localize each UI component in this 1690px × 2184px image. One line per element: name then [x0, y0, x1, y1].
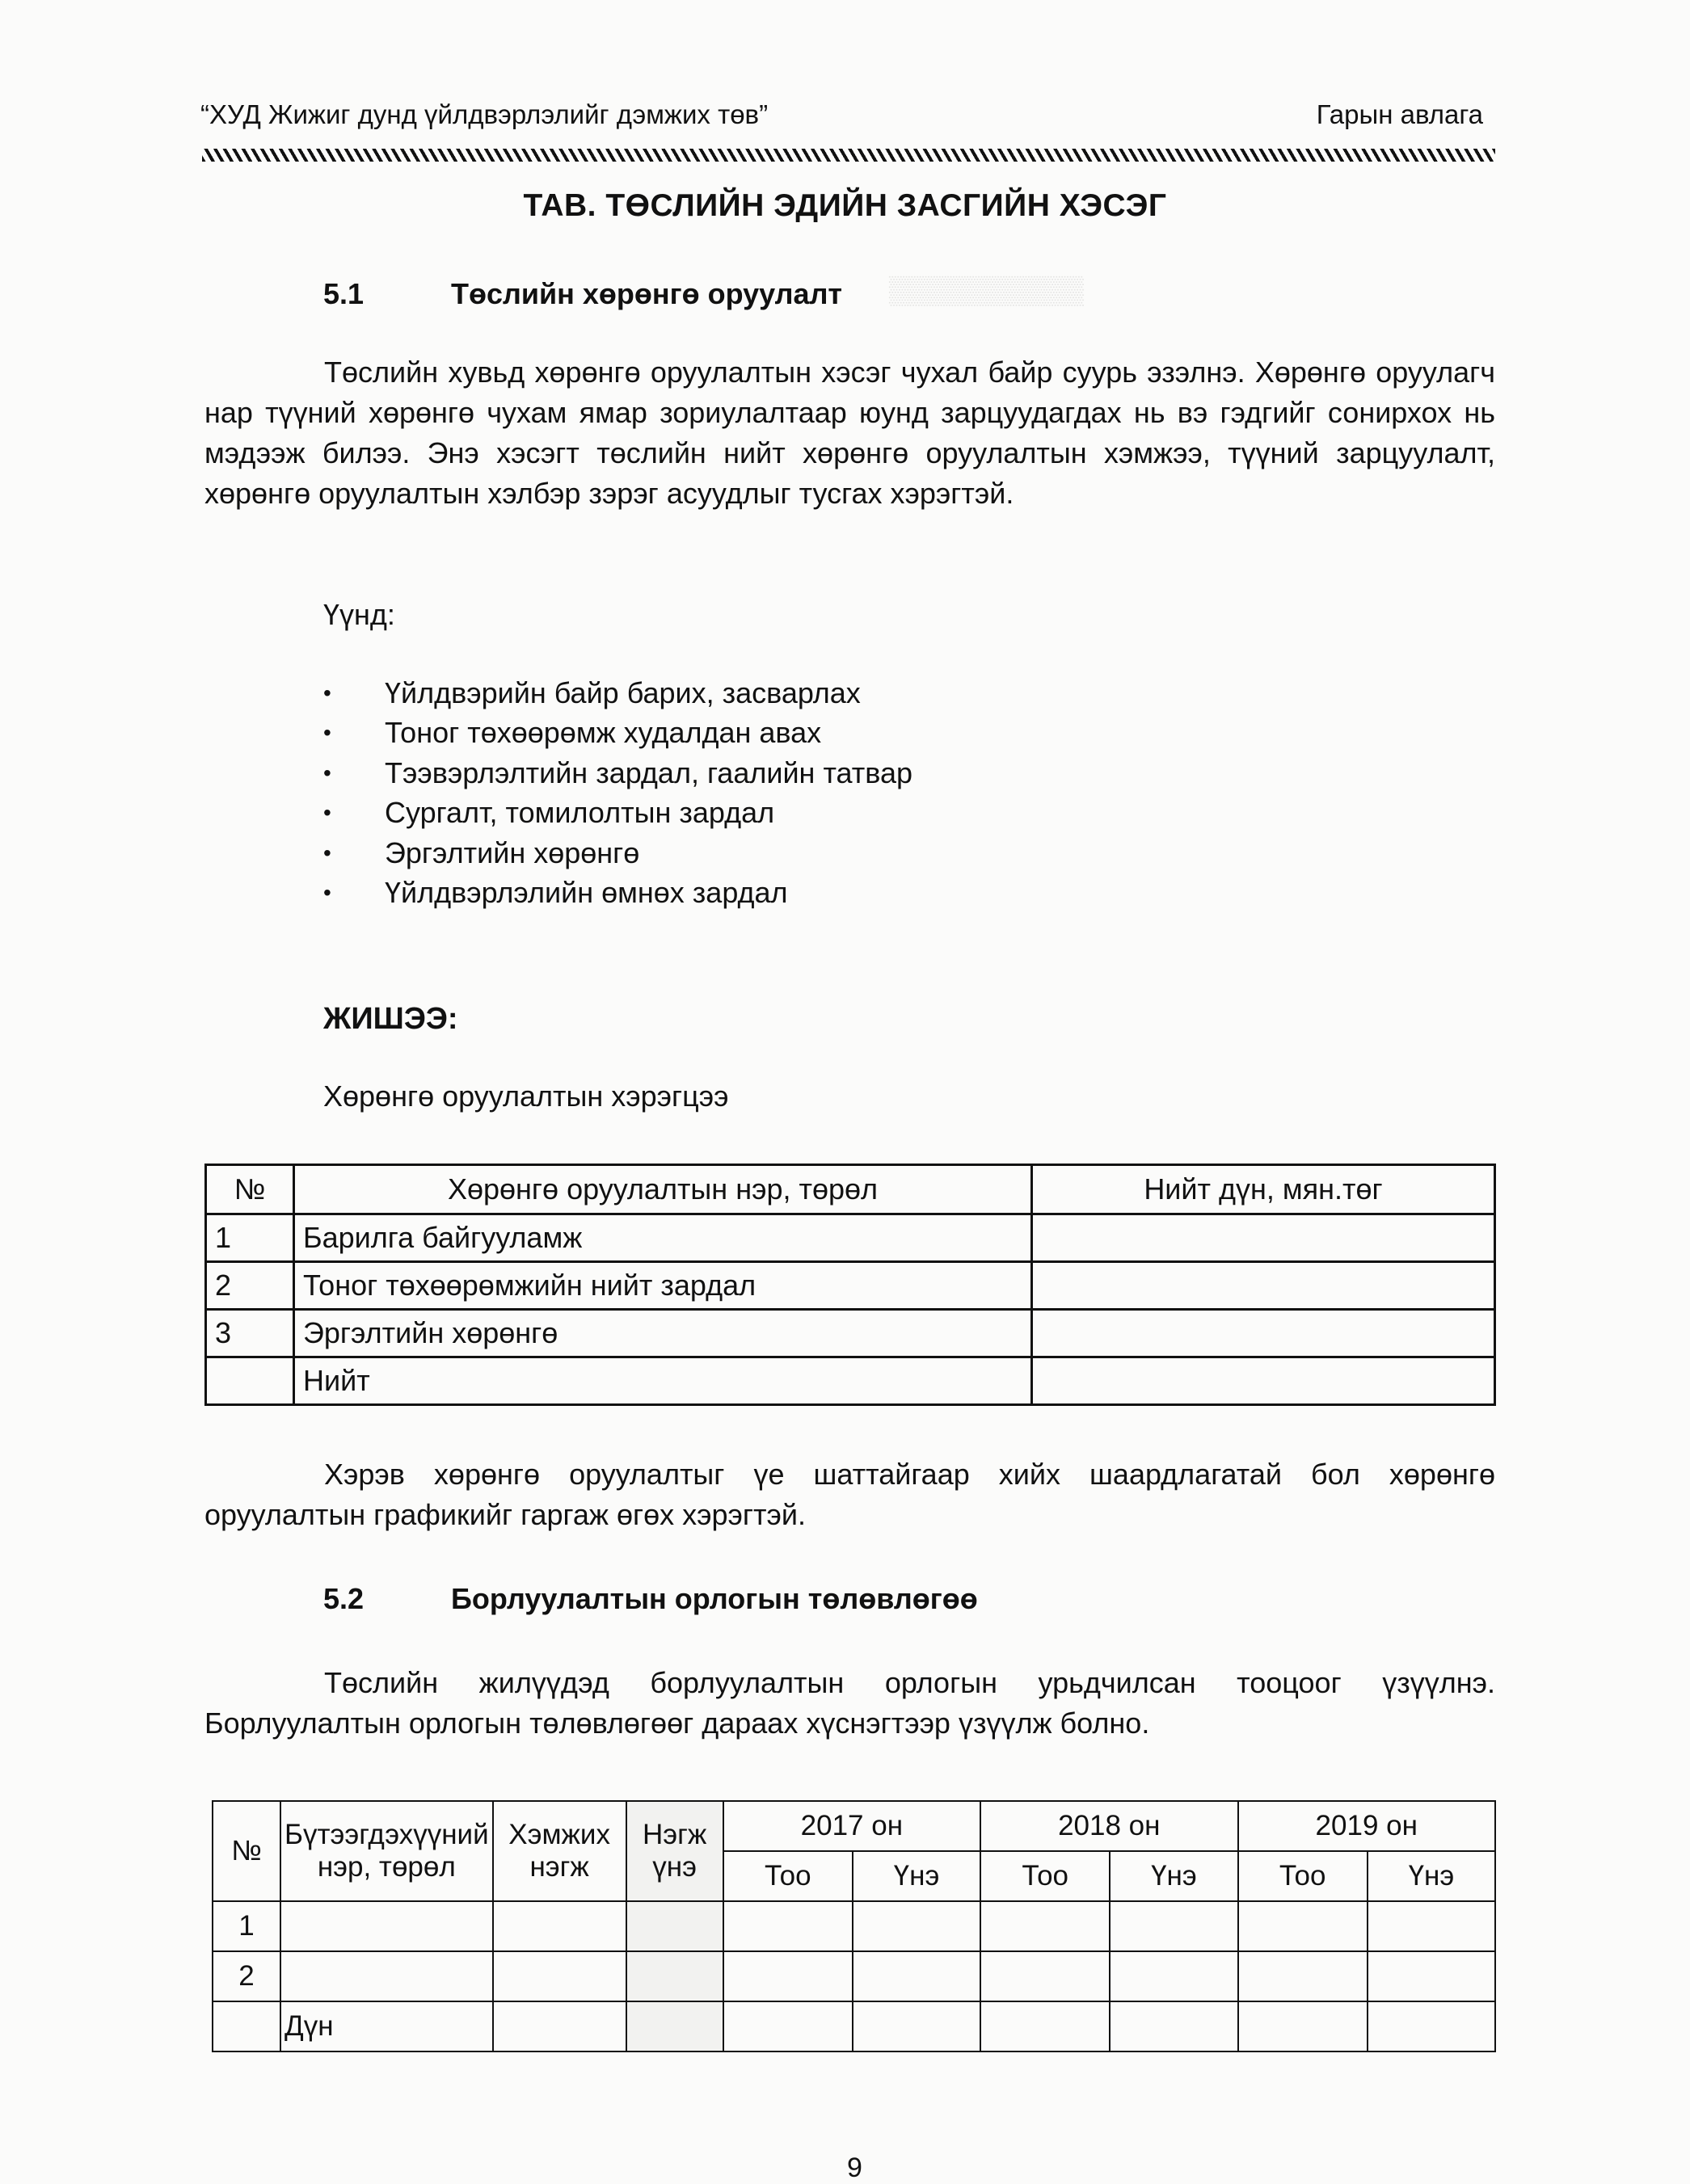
- list-item-text: Үйлдвэрийн байр барих, засварлах: [385, 675, 861, 709]
- cell-no: [213, 2001, 280, 2051]
- cell-amount: [1032, 1214, 1495, 1262]
- table-caption: Хөрөнгө оруулалтын хэрэгцээ: [323, 1079, 729, 1113]
- bullet-icon: •: [323, 680, 331, 705]
- section-title: Борлуулалтын орлогын төлөвлөгөө: [451, 1582, 978, 1615]
- cell-empty: [1110, 2001, 1237, 2051]
- column-header-year: 2018 он: [980, 1801, 1237, 1851]
- column-header-year: 2017 он: [723, 1801, 980, 1851]
- column-header-year: 2019 он: [1238, 1801, 1496, 1851]
- cell-no: 1: [206, 1214, 294, 1262]
- section-5-2-paragraph: Төслийн жилүүдэд борлуулалтын орлогын урьдчилсан тооцоог үзүүлнэ. Борлуулалтын орлогын төлөвлөгөөг дараах хүснэгтээр үзүүлж болно.: [204, 1666, 1495, 1740]
- cell-empty: [1238, 1951, 1368, 2001]
- section-number: 5.2: [323, 1582, 365, 1615]
- table-header-row: [213, 1801, 1495, 1851]
- subheader-price: Үнэ: [853, 1851, 980, 1901]
- subheader-qty: Тоо: [723, 1851, 853, 1901]
- column-header-amount: Нийт дүн, мян.төг: [1032, 1165, 1495, 1214]
- cell-name: Барилга байгууламж: [294, 1214, 1032, 1262]
- investment-uses-list: [323, 673, 912, 913]
- table-row: [206, 1262, 1495, 1310]
- section-number: 5.1: [323, 277, 365, 310]
- cell-product: [280, 1951, 493, 2001]
- table-header-row: [206, 1165, 1495, 1214]
- table-total-row: [213, 2001, 1495, 2051]
- column-header-unit: Хэмжих нэгж: [493, 1801, 626, 1901]
- cell-amount: [1032, 1357, 1495, 1405]
- header-hatched-rule: [202, 149, 1495, 162]
- cell-empty: [493, 1951, 626, 2001]
- list-intro: Үүнд:: [323, 598, 395, 631]
- bleed-through-text: ▒▒▒▒▒▒▒▒▒▒: [889, 275, 1084, 305]
- column-header-no: №: [213, 1801, 280, 1901]
- cell-empty: [853, 1901, 980, 1951]
- cell-empty: [1368, 2001, 1495, 2051]
- column-header-name: Хөрөнгө оруулалтын нэр, төрөл: [294, 1165, 1032, 1214]
- list-item-text: Тээвэрлэлтийн зардал, гаалийн татвар: [385, 755, 913, 789]
- list-item: [323, 753, 912, 793]
- cell-empty: [980, 1901, 1110, 1951]
- cell-no: 3: [206, 1310, 294, 1357]
- example-label: ЖИШЭЭ:: [323, 1002, 458, 1036]
- section-5-2-heading: [323, 1582, 978, 1616]
- header-organization: “ХУД Жижиг дунд үйлдвэрлэлийг дэмжих төв”: [200, 99, 769, 129]
- cell-empty: [493, 2001, 626, 2051]
- cell-amount: [1032, 1262, 1495, 1310]
- table-row: [206, 1214, 1495, 1262]
- cell-empty: [723, 2001, 853, 2051]
- cell-empty: [723, 1901, 853, 1951]
- cell-name: Тоног төхөөрөмжийн нийт зардал: [294, 1262, 1032, 1310]
- cell-empty: [723, 1951, 853, 2001]
- cell-empty: [1238, 1901, 1368, 1951]
- cell-no: 1: [213, 1901, 280, 1951]
- cell-empty: [626, 2001, 723, 2051]
- section-5-1-heading: [323, 277, 842, 311]
- subheader-qty: Тоо: [1238, 1851, 1368, 1901]
- cell-empty: [980, 1951, 1110, 2001]
- cell-no: 2: [206, 1262, 294, 1310]
- cell-empty: [1368, 1901, 1495, 1951]
- closing-paragraph: Хэрэв хөрөнгө оруулалтыг үе шаттайгаар хийх шаардлагатай бол хөрөнгө оруулалтын графикийг гаргаж өгөх хэрэгтэй.: [204, 1458, 1495, 1531]
- cell-name: Эргэлтийн хөрөнгө: [294, 1310, 1032, 1357]
- section-title: Төслийн хөрөнгө оруулалт: [451, 277, 843, 310]
- cell-empty: [493, 1901, 626, 1951]
- cell-empty: [1110, 1951, 1237, 2001]
- investment-table: [204, 1164, 1496, 1406]
- cell-empty: [626, 1951, 723, 2001]
- cell-empty: [626, 1901, 723, 1951]
- cell-empty: [980, 2001, 1110, 2051]
- list-item: [323, 833, 912, 873]
- bullet-icon: •: [323, 840, 331, 865]
- header-document-type: Гарын авлага: [1316, 99, 1483, 129]
- cell-empty: [1238, 2001, 1368, 2051]
- table-row: [213, 1951, 1495, 2001]
- cell-empty: [853, 1951, 980, 2001]
- table-row: [206, 1310, 1495, 1357]
- list-item: [323, 793, 912, 834]
- list-item: [323, 713, 912, 754]
- table-total-row: [206, 1357, 1495, 1405]
- list-item-text: Эргэлтийн хөрөнгө: [385, 835, 640, 869]
- subheader-qty: Тоо: [980, 1851, 1110, 1901]
- cell-no: 2: [213, 1951, 280, 2001]
- cell-product: [280, 1901, 493, 1951]
- subheader-price: Үнэ: [1368, 1851, 1495, 1901]
- cell-empty: [853, 2001, 980, 2051]
- list-item-text: Тоног төхөөрөмж худалдан авах: [385, 716, 822, 750]
- cell-name: Нийт: [294, 1357, 1032, 1405]
- cell-product: Дүн: [280, 2001, 493, 2051]
- table-row: [213, 1901, 1495, 1951]
- list-item-text: Сургалт, томилолтын зардал: [385, 796, 775, 830]
- bullet-icon: •: [323, 880, 331, 906]
- cell-empty: [1110, 1901, 1237, 1951]
- bullet-icon: •: [323, 800, 331, 826]
- column-header-no: №: [206, 1165, 294, 1214]
- list-item-text: Үйлдвэрлэлийн өмнөх зардал: [385, 876, 788, 910]
- cell-amount: [1032, 1310, 1495, 1357]
- bullet-icon: •: [323, 760, 331, 785]
- subheader-price: Үнэ: [1110, 1851, 1237, 1901]
- column-header-unit-price: Нэгж үнэ: [626, 1801, 723, 1901]
- sales-plan-table: [212, 1800, 1496, 2052]
- list-item: [323, 873, 912, 914]
- chapter-title: ТАВ. ТӨСЛИЙН ЭДИЙН ЗАСГИЙН ХЭСЭГ: [523, 188, 1167, 223]
- list-item: [323, 673, 912, 713]
- cell-empty: [1368, 1951, 1495, 2001]
- cell-no: [206, 1357, 294, 1405]
- column-header-product: Бүтээгдэхүүний нэр, төрөл: [280, 1801, 493, 1901]
- bullet-icon: •: [323, 720, 331, 746]
- section-5-1-paragraph: Төслийн хувьд хөрөнгө оруулалтын хэсэг чухал байр суурь эзэлнэ. Хөрөнгө оруулагч нар түүний хөрөнгө чухам ямар зориулалтаар юунд зарцуудагдах нь вэ гэдгийг сонирхох нь мэдээж билээ. Энэ хэсэгт төслийн нийт хөрөнгө оруулалтын хэмжээ, түүний зарцуулалт, хөрөнгө оруулалтын хэлбэр зэрэг асуудлыг тусгах хэрэгтэй.: [204, 356, 1495, 510]
- page-number: 9: [847, 2152, 862, 2183]
